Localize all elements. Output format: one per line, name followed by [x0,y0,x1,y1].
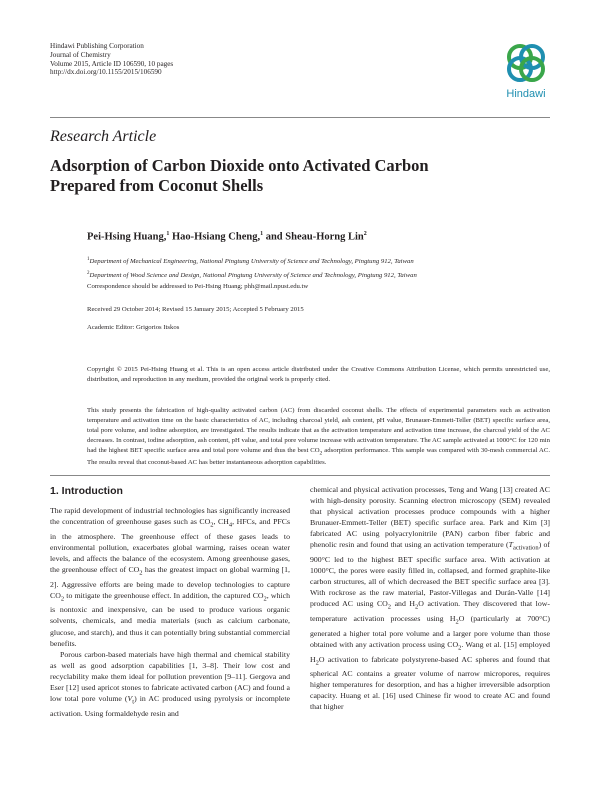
intro-paragraph-1: The rapid development of industrial technologies has significantly increased the concentration of greenhouse gases such as $CO_2$, $CH_4$, HFCs, and PFCs in the atmosphere. The greenhouse effect of these gases leads to environmental pollution, exacerbates global warming, raises ocean water levels, and affects the balance of the ecosystem. Among greenhouse gases, the greenhouse effect of $CO_2$ has the greatest impact on global warming [1, 2]. Aggressive efforts are being made to develop technologies to capture $CO_2$ to mitigate the greenhouse effect. In addition, the captured $CO_2$, which is nontoxic and inexpensive, can be used to produce various organic solvents, chemicals, and media materials (such as calcium carbonate, glucose, and starch), and thus it can potentially bring substantial commercial benefits. [50,506,290,648]
academic-editor: Academic Editor: Grigorios Itskos [87,324,180,331]
affiliation-2: $^2$Department of Wood Science and Design, National Pingtung University of Science and Technology, Pingtung 912, Taiwan [87,271,417,280]
author-3-affiliation: 2 [363,231,367,237]
author-list [87,231,367,243]
publication-info [50,42,173,77]
article-type: Research Article [50,128,157,145]
intro-paragraph-2: Porous carbon-based materials have high thermal and chemical stability as well as good adsorption capabilities [1, 3–8]. Their low cost and recyclability make them ideal for pollution prevention [9–11]. Gergova and Eser [12] used apricot stones to fabricate activated carbon (AC) and found a low total pore volume $(V_t)$ in AC produced using pyrolysis or incomplete activation. Using formaldehyde resin and [50,649,290,718]
author-2-affiliation: 1 [260,231,264,237]
affiliations [87,254,417,282]
intro-paragraph-2-continued: chemical and physical activation processes, Teng and Wang [13] created AC with high-density porosity. Scanning electron microscopy (SEM) revealed that physical activation processes produce compounds with a higher Brunauer-Emmett-Teller (BET) specific surface area. Park and Kim [3] fabricated AC using polyacrylonitrile (PAN) carbon fiber fabric and phenolic resin and found that using an activation temperature $(T_{activation})$ of 900°C led to the highest BET specific surface area. With activation at 1000°C, the pores were easily filled in, collapsed, and formed graphite-like carbon structures, all of which decreased the BET specific surface area [3]. With rockrose as the raw material, Pastor-Villegas and Durán-Valle [14] produced AC using $CO_2$ and $H_2O$ activation. They discovered that low-temperature activation processes using $H_2O$ (particularly at 700°C) generated a higher total pore volume and a larger pore volume than those obtained with any activation process using $CO_2$. Wang et al. [15] employed $H_2O$ activation to fabricate polystyrene-based AC spheres and found that spherical AC contains a greater volume of narrow micropores, requires higher temperatures for desorption, and has a higher irreversible adsorption capacity. Huang et al. [16] used Chinese fir wood to create AC and found that higher [310,485,550,712]
title-line-1: Adsorption of Carbon Dioxide onto Activated Carbon [50,156,429,175]
author-2[interactable]: Hao-Hsiang Cheng, [169,231,261,243]
abstract: This study presents the fabrication of high-quality activated carbon (AC) from discarded coconut shells. The effects of experimental parameters such as activation temperature and activation time on the basic characteristics of AC, including charcoal yield, ash content, pH value, Brunauer-Emmett-Teller (BET) specific surface area, total pore volume, and iodine adsorption, are investigated. The results indicate that as the activation temperature and activation time increase, the charcoal yield of the AC decreases. In contrast, iodine adsorption, ash content, pH value, and total pore volume increase with activation temperature. The AC sample activated at 1000°C for 120 min had the highest BET specific surface area and total pore volume and thus the best $CO_2$ adsorption performance. This sample was compared with 30-mesh commercial AC. The results reveal that coconut-based AC has better instantaneous adsorption capabilities. [87,407,551,467]
hindawi-logo-icon [503,40,549,86]
author-1[interactable]: Pei-Hsing Huang, [87,231,167,243]
section-heading-introduction: 1. Introduction [50,485,123,497]
article-title [50,156,550,196]
article-dates: Received 29 October 2014; Revised 15 January 2015; Accepted 5 February 2015 [87,306,304,313]
affiliation-1: $^1$Department of Mechanical Engineering, National Pingtung University of Science and Technology, Pingtung 912, Taiwan [87,257,414,266]
journal-name: Journal of Chemistry [50,50,111,59]
abstract-divider [50,475,550,476]
doi-link[interactable]: http://dx.doi.org/10.1155/2015/106590 [50,68,162,77]
hindawi-logo-text: Hindawi [506,88,546,100]
body-column-right [310,484,550,713]
body-column-left [50,505,290,719]
volume-info: Volume 2015, Article ID 106590, 10 pages [50,59,174,68]
correspondence: Correspondence should be addressed to Pei-Hsing Huang; phh@mail.npust.edu.tw [87,283,309,290]
hindawi-logo [496,40,556,112]
author-1-affiliation: 1 [166,231,170,237]
header-divider [50,117,550,118]
title-line-2: Prepared from Coconut Shells [50,176,264,195]
author-3[interactable]: and Sheau-Horng Lin [263,231,364,243]
publisher-name: Hindawi Publishing Corporation [50,42,144,50]
copyright-notice: Copyright © 2015 Pei-Hsing Huang et al. This is an open access article distributed under the Creative Commons Attribution License, which permits unrestricted use, distribution, and reproduction in any medium, provided the original work is properly cited. [87,366,550,383]
